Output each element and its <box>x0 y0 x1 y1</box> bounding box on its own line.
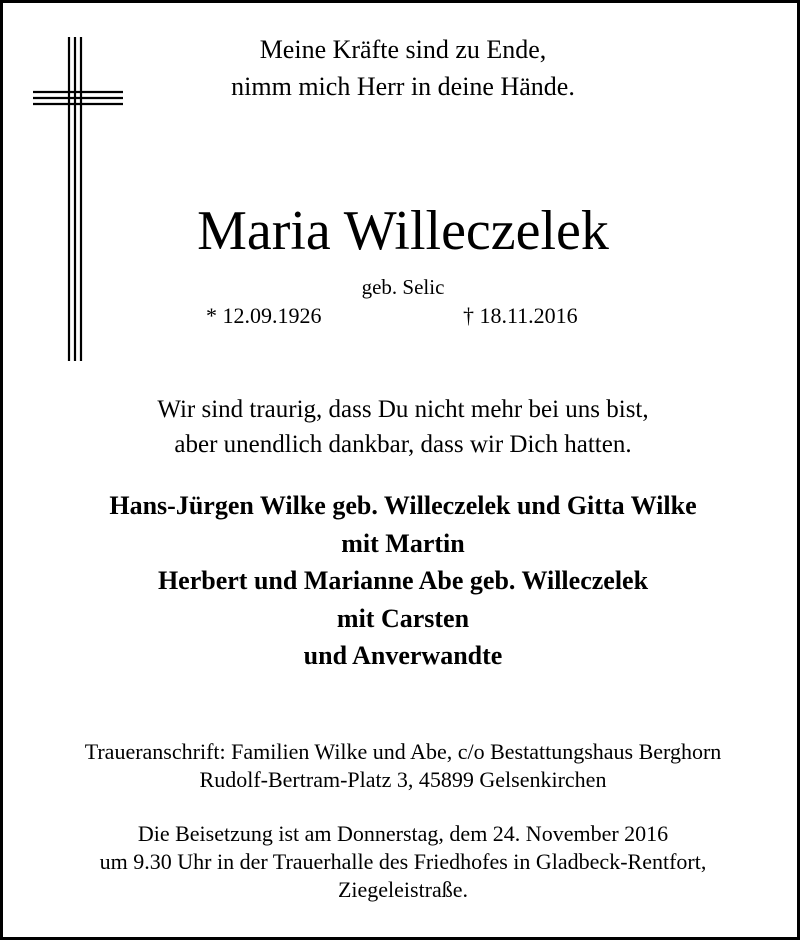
mourner-line-5: und Anverwandte <box>303 641 503 670</box>
funeral-line-2: um 9.30 Uhr in der Trauerhalle des Friedhofes in Gladbeck-Rentfort, <box>99 849 707 874</box>
verse-middle-line-1: Wir sind traurig, dass Du nicht mehr bei uns bist, <box>157 396 649 423</box>
verse-top-line-1: Meine Kräfte sind zu Ende, <box>259 35 547 64</box>
death-date: † 18.11.2016 <box>463 303 578 328</box>
verse-top-line-2: nimm mich Herr in deine Hände. <box>231 72 575 101</box>
deceased-name: Maria Willeczelek <box>197 200 609 262</box>
address-line-2: Rudolf-Bertram-Platz 3, 45899 Gelsenkirchen <box>199 767 607 792</box>
funeral-line-3: Ziegeleistraße. <box>337 877 469 902</box>
address-line-1: Traueranschrift: Familien Wilke und Abe, c/o Bestattungshaus Berghorn <box>84 739 722 764</box>
mourner-line-2: mit Martin <box>341 529 465 558</box>
funeral-line-1: Die Beisetzung ist am Donnerstag, dem 24. November 2016 <box>137 821 669 846</box>
mourner-line-3: Herbert und Marianne Abe geb. Willeczelek <box>157 566 649 595</box>
birth-date: * 12.09.1926 <box>206 303 322 328</box>
verse-middle-line-2: aber unendlich dankbar, dass wir Dich hatten. <box>174 431 632 458</box>
mourner-line-1: Hans-Jürgen Wilke geb. Willeczelek und Gitta Wilke <box>109 491 697 520</box>
maiden-name: geb. Selic <box>361 275 445 299</box>
mourner-line-4: mit Carsten <box>336 604 470 633</box>
